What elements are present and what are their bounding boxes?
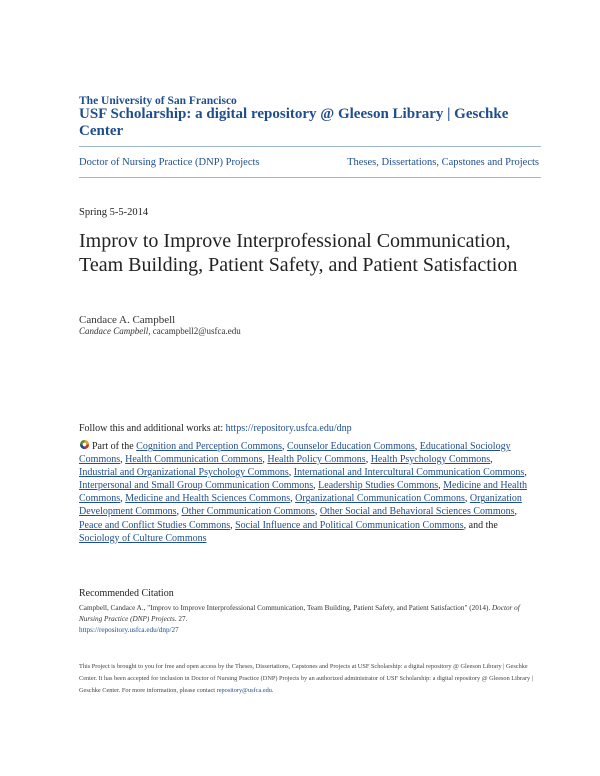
- commons-link[interactable]: Medicine and Health Commons: [79, 480, 527, 505]
- footer-end: .: [271, 687, 274, 694]
- commons-and-the: and the: [468, 519, 498, 531]
- citation-journal: Doctor of Nursing Practice (DNP) Projects: [79, 604, 520, 623]
- commons-separator: ,: [464, 493, 470, 505]
- repository-link[interactable]: USF Scholarship: a digital repository @ Gleeson Library | Geschke Center: [79, 106, 509, 139]
- article-title: Improv to Improve Interprofessional Communication, Team Building, Patient Safety, and Patient Satisfaction: [79, 230, 518, 276]
- commons-separator: ,: [120, 454, 126, 466]
- author-name-italic: Candace Campbell: [79, 326, 149, 336]
- commons-separator: ,: [262, 454, 268, 466]
- footer-text: This Project is brought to you for free and open access by the Theses, Dissertations, Capstones and Projects at USF Scholarship: a digital repository @ Gleeson Library | Geschke Center. It has been accepted for inclusion in Doctor of Nursing Practice (DNP) Projects by an authorized administrator of USF Scholarship: a digital repository @ Gleeson Library | Geschke Center. For more information, please contact: [79, 663, 534, 694]
- commons-link[interactable]: Social Influence and Political Communication Commons: [235, 519, 464, 531]
- header-divider-bottom: [79, 177, 541, 178]
- part-of-section: [79, 439, 529, 545]
- author-name: Candace A. Campbell: [79, 314, 176, 326]
- bepress-network-icon: [79, 439, 90, 450]
- commons-list: [79, 441, 527, 544]
- commons-link[interactable]: Other Social and Behavioral Sciences Commons: [319, 506, 515, 518]
- commons-link[interactable]: Counselor Education Commons: [286, 441, 415, 452]
- commons-link[interactable]: Health Psychology Commons: [370, 454, 491, 466]
- commons-separator: ,: [281, 441, 287, 452]
- commons-separator: ,: [490, 454, 493, 466]
- footer-email-link[interactable]: repository@usfca.edu: [216, 687, 272, 694]
- follow-line: [79, 423, 352, 434]
- author-email: , cacampbell2@usfca.edu: [148, 326, 241, 336]
- citation-pages: . 27.: [174, 615, 188, 623]
- commons-link[interactable]: Peace and Conflict Studies Commons: [79, 519, 231, 531]
- commons-link[interactable]: Educational Sociology Commons: [79, 441, 511, 466]
- author-contact: [79, 326, 241, 336]
- commons-separator: ,: [313, 480, 319, 492]
- commons-link[interactable]: Organizational Communication Commons: [295, 493, 465, 505]
- commons-link[interactable]: Other Communication Commons: [181, 506, 315, 518]
- commons-separator: ,: [514, 506, 518, 518]
- commons-link[interactable]: International and Intercultural Communication Commons: [293, 467, 525, 479]
- commons-link[interactable]: Industrial and Organizational Psychology Commons: [79, 467, 289, 479]
- commons-separator: ,: [365, 454, 371, 466]
- follow-prefix: Follow this and additional works at:: [79, 423, 226, 434]
- collection-link-dnp[interactable]: Doctor of Nursing Practice (DNP) Projects: [79, 157, 260, 168]
- citation-heading: Recommended Citation: [79, 588, 174, 599]
- citation-url[interactable]: https://repository.usfca.edu/dnp/27: [79, 626, 179, 634]
- publication-date: Spring 5-5-2014: [79, 207, 149, 218]
- part-of-prefix: Part of the: [92, 441, 137, 452]
- commons-separator: ,: [288, 467, 294, 479]
- commons-separator: ,: [314, 506, 320, 518]
- commons-separator: ,: [120, 493, 126, 505]
- commons-separator: ,: [524, 467, 527, 479]
- commons-separator: ,: [438, 480, 444, 492]
- collection-link-theses[interactable]: Theses, Dissertations, Capstones and Projects: [347, 157, 539, 168]
- commons-link[interactable]: Health Communication Commons: [125, 454, 263, 466]
- commons-link[interactable]: Leadership Studies Commons: [318, 480, 439, 492]
- commons-link[interactable]: Health Policy Commons: [267, 454, 366, 466]
- commons-separator: ,: [290, 493, 296, 505]
- header-divider-top: [79, 146, 541, 147]
- footer-notice: [79, 661, 541, 697]
- university-name: The University of San Francisco: [79, 95, 237, 107]
- commons-link[interactable]: Sociology of Culture Commons: [79, 532, 207, 544]
- citation-text: Campbell, Candace A., "Improv to Improve Interprofessional Communication, Team Building, Patient Safety, and Patient Satisfaction" (2014).: [79, 604, 492, 612]
- commons-link[interactable]: Organization Development Commons: [79, 493, 522, 518]
- follow-link[interactable]: https://repository.usfca.edu/dnp: [225, 423, 352, 434]
- citation-body: [79, 603, 539, 636]
- commons-link[interactable]: Interpersonal and Small Group Communication Commons: [79, 480, 314, 492]
- commons-link[interactable]: Cognition and Perception Commons: [136, 441, 282, 452]
- commons-link[interactable]: Medicine and Health Sciences Commons: [125, 493, 291, 505]
- commons-separator: ,: [176, 506, 182, 518]
- commons-separator: ,: [463, 519, 469, 531]
- commons-separator: ,: [414, 441, 420, 452]
- commons-separator: ,: [230, 519, 236, 531]
